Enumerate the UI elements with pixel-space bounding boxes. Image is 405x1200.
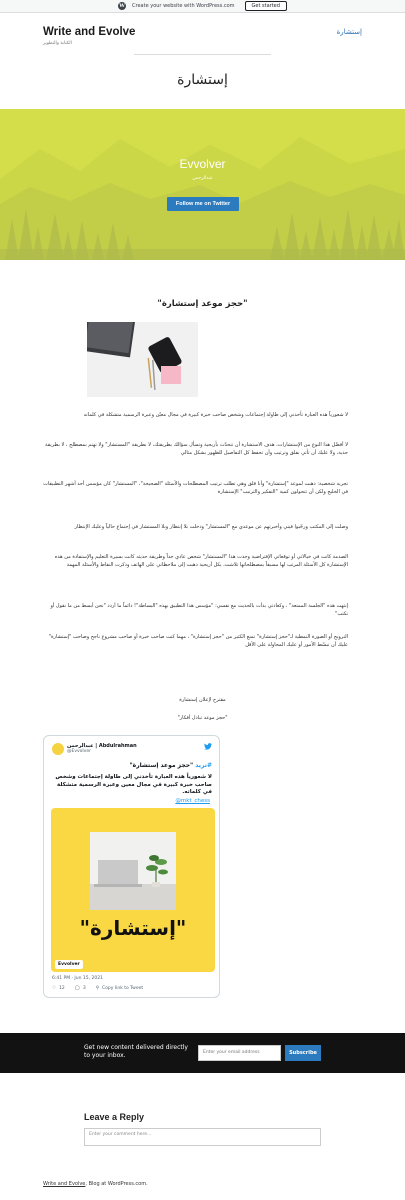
tweet-like-action[interactable] [52,986,65,991]
leave-reply-heading: Leave a Reply [84,1112,145,1122]
laptop-plant-photo [90,832,176,910]
heart-icon: ♡ [52,986,57,991]
tweet-header [52,741,212,755]
site-footer [43,1181,148,1187]
article-paragraph-1: لا شعورياً هذه العبارة تأخذني إلى طاولة إجتماعات وشخص صاحب خبرة كبيرة في مجال معيّن وعبرة الرسمية متشكلة في كلماته [83,412,348,418]
tweet-handle[interactable]: @Evvolver [67,749,91,754]
tweet-mention-link[interactable]: @mkt_chess [175,798,210,804]
page-title: إستشارة [177,72,228,88]
tweet-title-line [52,762,212,769]
tweet-media-photo [90,832,176,910]
site-title[interactable]: Write and Evolve [43,26,136,38]
twitter-bird-icon[interactable] [204,743,212,750]
article-paragraph-3: تجربة شخصية: ذهبت لموعد "إستشارة" وأنا قلق وهي تطلب ترتيب المصطلحات والأسئلة "الصحيحة"، "المستشار" كان مؤسس أحد أشهر التطبيقات في الخليج ولكن أن تتحولون كمية "التفكير والترتيب" الإستشارة [43,481,348,496]
tweet-title: "حجز موعد إستشارة" [129,762,194,769]
hero-subtitle: عبدالرحمن [192,176,213,181]
wordpress-banner [0,0,405,13]
tweet-copy-link-label: Copy link to Tweet [102,986,144,991]
article-paragraph-4: وصلت إلى المكتب ورحّبوا فيني وأخبرتهم عن موعدي مع "المستشار" ودخلت بلا إنتظار وبلا المستشار في إجتماع حالياً وعليك الإنتظار [74,524,348,530]
nav-link-consultation[interactable]: إستشارة [336,28,362,36]
header-divider [134,54,271,55]
subscribe-button[interactable]: Subscribe [285,1045,321,1061]
wordpress-logo-icon: W [119,3,125,9]
site-tagline: الكتابة والتطوير [43,41,72,46]
tweet-reply-action[interactable] [75,986,86,991]
subscribe-text: Get new content delivered directly to your inbox. [84,1044,188,1059]
tweet-avatar[interactable] [52,743,64,755]
footer-suffix: , Blog at WordPress.com. [85,1181,148,1187]
follow-twitter-button[interactable]: Follow me on Twitter [167,197,239,211]
get-started-button[interactable]: Get started [245,1,287,11]
suggestion-label: مقترح لإعلان إستشارة [179,697,226,703]
link-icon: ⚲ [95,986,99,991]
article-paragraph-6: إنتهت هذه "الجلسة الممتعة" ، وكعادتي بدأت بالحديث مع نفسي: "مؤسس هذا التطبيق بهذه "البساطة"! دائماً ما أردد "نحن أبسط من ما نقول أو نكتب" [50,603,348,618]
article-paragraph-5: الصدمة كانت في خيالاتي أو توقعاتي الإفتراضية وجدت هذا "المستشار" شخص عادي جداً وطريقة حديثه كانت بسيرة التعليم والإستفادة من هذه الإستشارة كل الأسئلة المرتب لها مسبقاً بمصطلحاتها تلاشت، بكل أريحية ذهبت إلى ملاحظاتي على الهاتف وذكرت النقاط والأسئلة المهمة [54,554,348,569]
tweet-like-count: 12 [59,986,65,991]
tweet-hashtag[interactable]: #تريد [195,762,212,769]
hero-banner [0,109,405,260]
embedded-tweet[interactable] [43,735,220,998]
tweet-body: لا شعورياً هذه العبارة تأخذني إلى طاولة إجتماعات وشخص صاحب خبرة كبيرة في مجال معين وعبرة الرسمية متشكلة في كلماته. [55,774,212,795]
comment-input[interactable]: Enter your comment here... [84,1128,321,1146]
footer-blog-link[interactable]: Write and Evolve [43,1181,86,1187]
tweet-media-image[interactable] [51,808,215,972]
article-image-desk [87,322,198,397]
article-paragraph-2: لا أفضّل هذا النوع من الإستشارات، هدف الاستشارة أن تتحدّث بأريحية وتسأل سؤالك بطريقتك، لا بطريقة "المستشار" ولا تهتم بمصطلح ، لا بطريقة جدية، ولا عليك أن تأتي بقلق وترتيب وأن تحفظ كل التفاصيل للظهور بشكل مثالي [45,442,348,457]
subscribe-bar [0,1033,405,1073]
speech-bubble-icon: ◯ [74,986,80,991]
tweet-reply-count: 3 [82,986,86,991]
suggestion-quote: "حجز موعد تبادل أفكار" [177,715,228,721]
wordpress-banner-text: Create your website with WordPress.com [132,3,235,9]
article-title: "حجز موعد إستشارة" [157,299,248,309]
subscribe-email-input[interactable]: Enter your email address [198,1045,281,1061]
tweet-media-badge: Evvolver [55,960,83,969]
tweet-timestamp[interactable]: 6:41 PM · Jun 15, 2021 [52,976,103,981]
hero-title: Evvolver [179,157,226,171]
tweet-copy-link-action[interactable] [96,986,143,991]
forest-mountains-illustration [0,109,405,260]
desk-photo [87,322,198,397]
tweet-media-caption: "إستشارة" [79,916,187,940]
tweet-author-name[interactable]: عبدالرحمن | Abdulrahman [67,743,137,749]
article-paragraph-7: الترويج أو الصورة النمطية لـ"حجز إستشارة" تمنع الكثير من "حجز إستشارة" ، مهما كنت صاحب خبرة أو صاحب مشروع ناجح وصاحب "إستشارة" عليك أن تبسّط الأمور أو عليك المحاولة على الأقل [48,634,348,649]
tweet-actions [52,986,143,991]
